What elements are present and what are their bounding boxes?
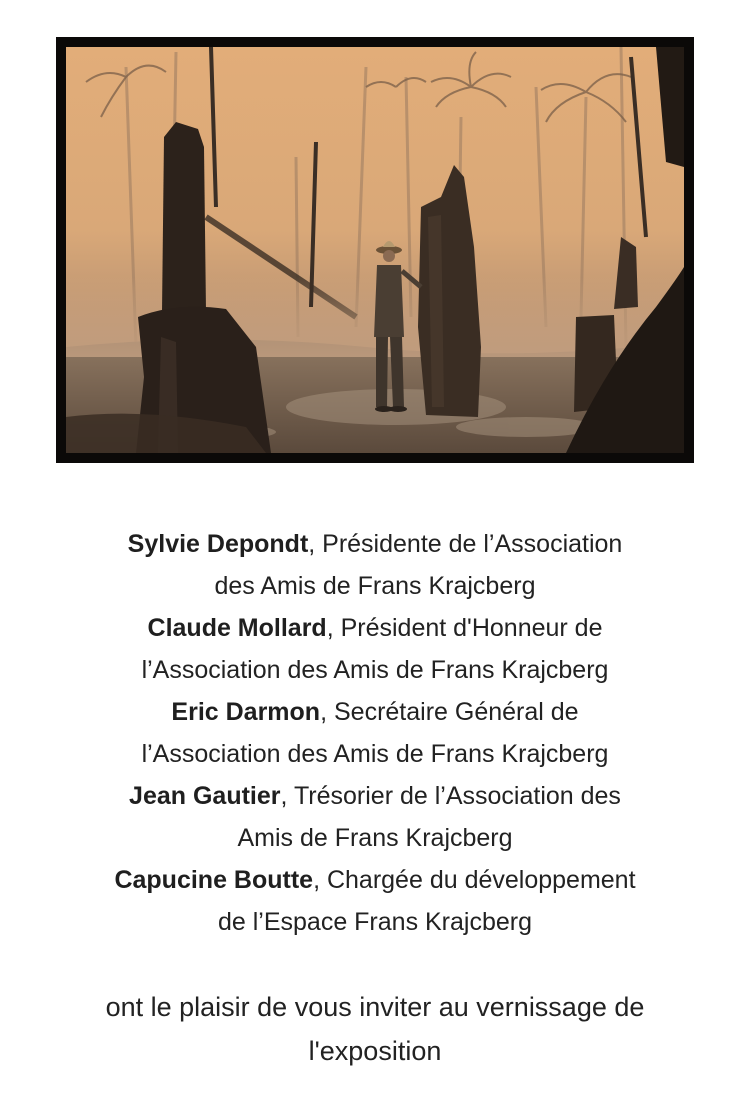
member-role: , Trésorier de l’Association des bbox=[280, 782, 621, 810]
member-name: Capucine Boutte bbox=[114, 866, 314, 894]
member-line bbox=[40, 607, 710, 649]
organizers-list bbox=[40, 523, 710, 943]
member-name: Sylvie Depondt bbox=[127, 530, 309, 558]
member-role-continued: l’Association des Amis de Frans Krajcberg bbox=[141, 740, 609, 768]
member-name: Jean Gautier bbox=[129, 782, 281, 810]
member-role-continued: de l’Espace Frans Krajcberg bbox=[217, 908, 533, 936]
member-name: Claude Mollard bbox=[147, 614, 327, 642]
member-line bbox=[40, 859, 710, 901]
invitation-line-1: ont le plaisir de vous inviter au vernissage de bbox=[105, 992, 645, 1022]
invitation-line-2: l'exposition bbox=[308, 1036, 442, 1066]
member-role-continued: Amis de Frans Krajcberg bbox=[237, 824, 513, 852]
exhibition-photo-frame bbox=[56, 37, 694, 463]
member-name: Eric Darmon bbox=[171, 698, 321, 726]
member-line bbox=[40, 523, 710, 565]
member-role: , Secrétaire Général de bbox=[320, 698, 579, 726]
member-role: , Chargée du développement bbox=[313, 866, 636, 894]
member-line bbox=[40, 775, 710, 817]
member-line bbox=[40, 691, 710, 733]
member-role-continued: l’Association des Amis de Frans Krajcberg bbox=[141, 656, 609, 684]
burned-forest-photo bbox=[66, 47, 684, 453]
member-role-continued: des Amis de Frans Krajcberg bbox=[214, 572, 536, 600]
member-role: , Présidente de l’Association bbox=[308, 530, 623, 558]
invitation-text bbox=[40, 985, 710, 1073]
member-role: , Président d'Honneur de bbox=[326, 614, 603, 642]
